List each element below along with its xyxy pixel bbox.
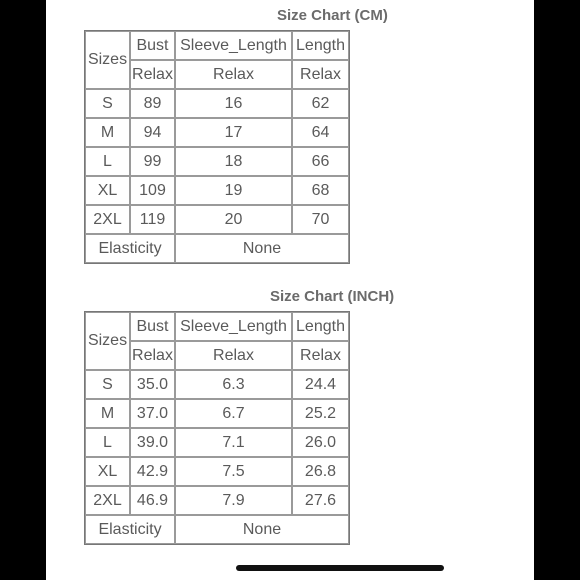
bust-cell: 35.0 [130, 370, 175, 399]
bust-cell: 37.0 [130, 399, 175, 428]
length-fit-label: Relax [292, 60, 349, 89]
length-cell: 70 [292, 205, 349, 234]
sleeve-fit-label: Relax [175, 341, 292, 370]
length-cell: 26.0 [292, 428, 349, 457]
size-cell: 2XL [85, 486, 130, 515]
size-cell: S [85, 370, 130, 399]
sleeve-cell: 6.7 [175, 399, 292, 428]
sleeve-length-header: Sleeve_Length [175, 31, 292, 60]
length-cell: 25.2 [292, 399, 349, 428]
bust-cell: 94 [130, 118, 175, 147]
sleeve-cell: 6.3 [175, 370, 292, 399]
size-chart-panel [46, 0, 534, 580]
sleeve-cell: 16 [175, 89, 292, 118]
header-row [85, 312, 349, 341]
size-cell: S [85, 89, 130, 118]
sleeve-cell: 19 [175, 176, 292, 205]
sizes-header: Sizes [85, 312, 130, 370]
table-row [85, 176, 349, 205]
bust-cell: 109 [130, 176, 175, 205]
bust-cell: 99 [130, 147, 175, 176]
length-fit-label: Relax [292, 341, 349, 370]
length-cell: 26.8 [292, 457, 349, 486]
bust-header: Bust [130, 31, 175, 60]
table-row [85, 457, 349, 486]
sleeve-cell: 7.9 [175, 486, 292, 515]
elasticity-value: None [175, 234, 349, 263]
size-cell: XL [85, 457, 130, 486]
length-cell: 27.6 [292, 486, 349, 515]
length-cell: 64 [292, 118, 349, 147]
length-header: Length [292, 312, 349, 341]
header-row [85, 31, 349, 60]
size-chart-inch-table [84, 311, 350, 545]
sleeve-cell: 7.5 [175, 457, 292, 486]
length-cell: 62 [292, 89, 349, 118]
size-cell: M [85, 118, 130, 147]
bust-cell: 119 [130, 205, 175, 234]
length-cell: 66 [292, 147, 349, 176]
size-chart-cm-table [84, 30, 350, 264]
size-cell: XL [85, 176, 130, 205]
size-chart-inch-title: Size Chart (INCH) [270, 288, 395, 305]
sleeve-cell: 7.1 [175, 428, 292, 457]
table-row [85, 399, 349, 428]
bust-cell: 42.9 [130, 457, 175, 486]
bust-cell: 89 [130, 89, 175, 118]
bust-fit-label: Relax [130, 60, 175, 89]
table-row [85, 486, 349, 515]
sizes-header: Sizes [85, 31, 130, 89]
size-cell: 2XL [85, 205, 130, 234]
sleeve-length-header: Sleeve_Length [175, 312, 292, 341]
size-cell: M [85, 399, 130, 428]
length-cell: 24.4 [292, 370, 349, 399]
bust-header: Bust [130, 312, 175, 341]
table-row [85, 428, 349, 457]
elasticity-label: Elasticity [85, 234, 175, 263]
size-cell: L [85, 147, 130, 176]
sleeve-fit-label: Relax [175, 60, 292, 89]
sleeve-cell: 20 [175, 205, 292, 234]
elasticity-label: Elasticity [85, 515, 175, 544]
table-row [85, 205, 349, 234]
home-indicator-bar[interactable] [236, 565, 444, 571]
sleeve-cell: 17 [175, 118, 292, 147]
length-cell: 68 [292, 176, 349, 205]
elasticity-row [85, 234, 349, 263]
sleeve-cell: 18 [175, 147, 292, 176]
table-row [85, 118, 349, 147]
bust-fit-label: Relax [130, 341, 175, 370]
table-row [85, 89, 349, 118]
size-cell: L [85, 428, 130, 457]
table-row [85, 370, 349, 399]
table-row [85, 147, 349, 176]
bust-cell: 46.9 [130, 486, 175, 515]
elasticity-value: None [175, 515, 349, 544]
size-chart-cm-title: Size Chart (CM) [277, 7, 388, 24]
length-header: Length [292, 31, 349, 60]
bust-cell: 39.0 [130, 428, 175, 457]
elasticity-row [85, 515, 349, 544]
